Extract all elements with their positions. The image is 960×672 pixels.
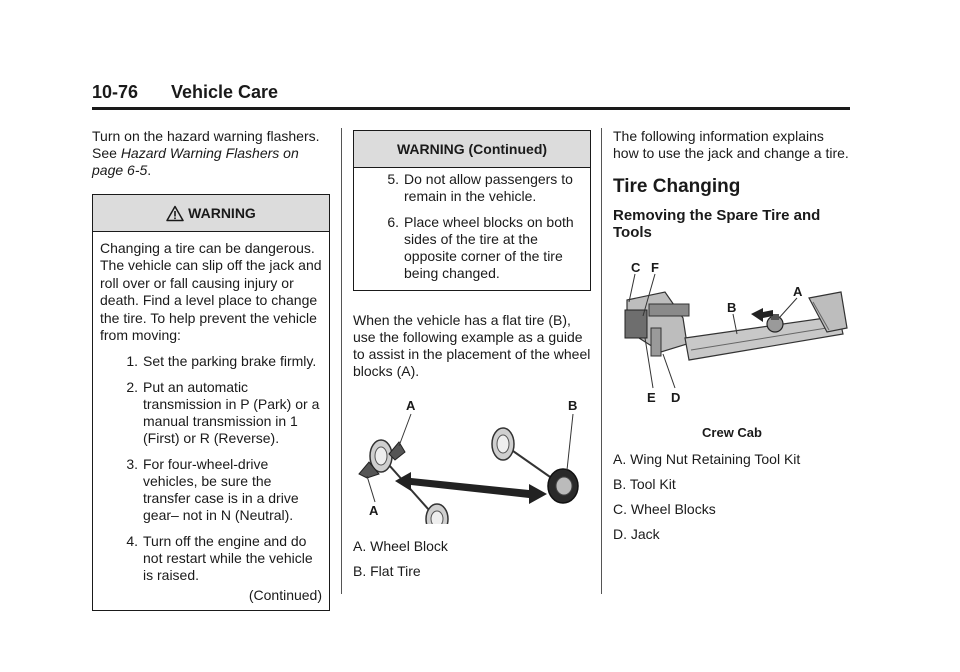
item-text: Set the parking brake firmly. [143, 353, 317, 370]
item-number: 4. [126, 533, 138, 550]
warning-item [361, 214, 583, 282]
item-text: Put an automatic transmission in P (Park) or a manual transmission in 1 (First) or R (Reverse). [143, 379, 320, 447]
legend-item: C. Wheel Blocks [613, 501, 716, 517]
tire-changing-heading: Tire Changing [613, 176, 741, 197]
page-header [92, 82, 850, 110]
label-c: C [631, 260, 641, 275]
warning-item [100, 353, 322, 370]
column-right [613, 128, 851, 543]
direction-arrow [395, 472, 547, 504]
label-b: B [568, 398, 578, 413]
header-rule [92, 107, 850, 110]
warning-item [361, 171, 583, 205]
label-a-bottom: A [369, 503, 379, 518]
jack-intro-paragraph: The following information explains how to use the jack and change a tire. [613, 128, 849, 161]
leader-line [399, 414, 411, 446]
wheel-block-legend [353, 538, 591, 580]
warning-item [100, 456, 322, 524]
label-b: B [727, 300, 737, 315]
flat-tire [548, 469, 578, 503]
warning-title: WARNING (Continued) [396, 140, 548, 157]
jack [625, 292, 689, 356]
legend-item: A. Wheel Block [353, 538, 448, 554]
figure-caption: Crew Cab [702, 425, 762, 440]
legend-item: A. Wing Nut Retaining Tool Kit [613, 451, 801, 467]
leader-line [629, 274, 635, 302]
warning-box [92, 194, 330, 611]
rear-left-wheel [492, 428, 514, 460]
leader-line [567, 414, 573, 470]
warning-triangle-icon [166, 205, 184, 222]
item-number: 2. [126, 379, 138, 396]
intro-period: . [147, 162, 152, 178]
column-divider [601, 128, 602, 594]
label-a: A [793, 284, 803, 299]
continued-note: (Continued) [248, 587, 322, 604]
warning-item [100, 379, 322, 447]
warning-title: WARNING [188, 204, 256, 221]
leader-line [663, 354, 675, 388]
legend-item: D. Jack [613, 526, 660, 542]
item-number: 6. [387, 214, 399, 230]
spare-tire-subheading: Removing the Spare Tire and Tools [613, 207, 821, 241]
hazard-flashers-link[interactable]: Hazard Warning Flashers on page 6-5 [92, 145, 299, 178]
column-divider [341, 128, 342, 594]
item-number: 1. [126, 353, 138, 370]
item-text: Turn off the engine and do not restart while the vehicle is raised. [143, 533, 313, 584]
spare-tire-tools-figure [613, 258, 851, 418]
leader-line [779, 298, 797, 318]
warning-body [354, 168, 590, 290]
warning-body [93, 232, 329, 610]
section-title: Vehicle Care [171, 82, 279, 102]
label-a-top: A [406, 398, 416, 413]
legend-item: B. Tool Kit [613, 476, 676, 492]
tools-legend [613, 451, 851, 543]
warning-box-continued [353, 130, 591, 291]
item-text: Place wheel blocks on both sides of the tire at the opposite corner of the tire being changed. [404, 214, 574, 281]
item-number: 3. [126, 456, 138, 473]
item-text: Do not allow passengers to remain in the vehicle. [404, 171, 573, 204]
warning-header [354, 131, 590, 168]
hazard-intro [92, 128, 330, 179]
legend-item: B. Flat Tire [353, 563, 421, 579]
label-d: D [671, 390, 681, 405]
warning-item [100, 533, 322, 584]
label-f: F [651, 260, 659, 275]
column-left [92, 128, 330, 611]
tool-kit [685, 292, 847, 360]
front-right-wheel [426, 504, 448, 524]
column-middle [353, 128, 591, 580]
warning-header [93, 195, 329, 232]
label-e: E [647, 390, 656, 405]
wheel-block-paragraph: When the vehicle has a flat tire (B), use the following example as a guide to assist in the placement of the wheel blocks (A). [353, 312, 591, 379]
warning-intro: Changing a tire can be dangerous. The vehicle can slip off the jack and roll over or fall causing injury or death. Find a level place to change the tire. To help prevent the vehicle from moving: [100, 240, 322, 344]
wheel-block-figure [353, 394, 591, 524]
item-text: For four-wheel-drive vehicles, be sure the transfer case is in a drive gear– not in N (Neutral). [143, 456, 299, 524]
item-number: 5. [387, 171, 399, 187]
intro-text: Turn on the hazard warning flashers. See [92, 128, 320, 161]
leader-line [367, 476, 375, 502]
page-number: 10-76 [92, 82, 139, 102]
